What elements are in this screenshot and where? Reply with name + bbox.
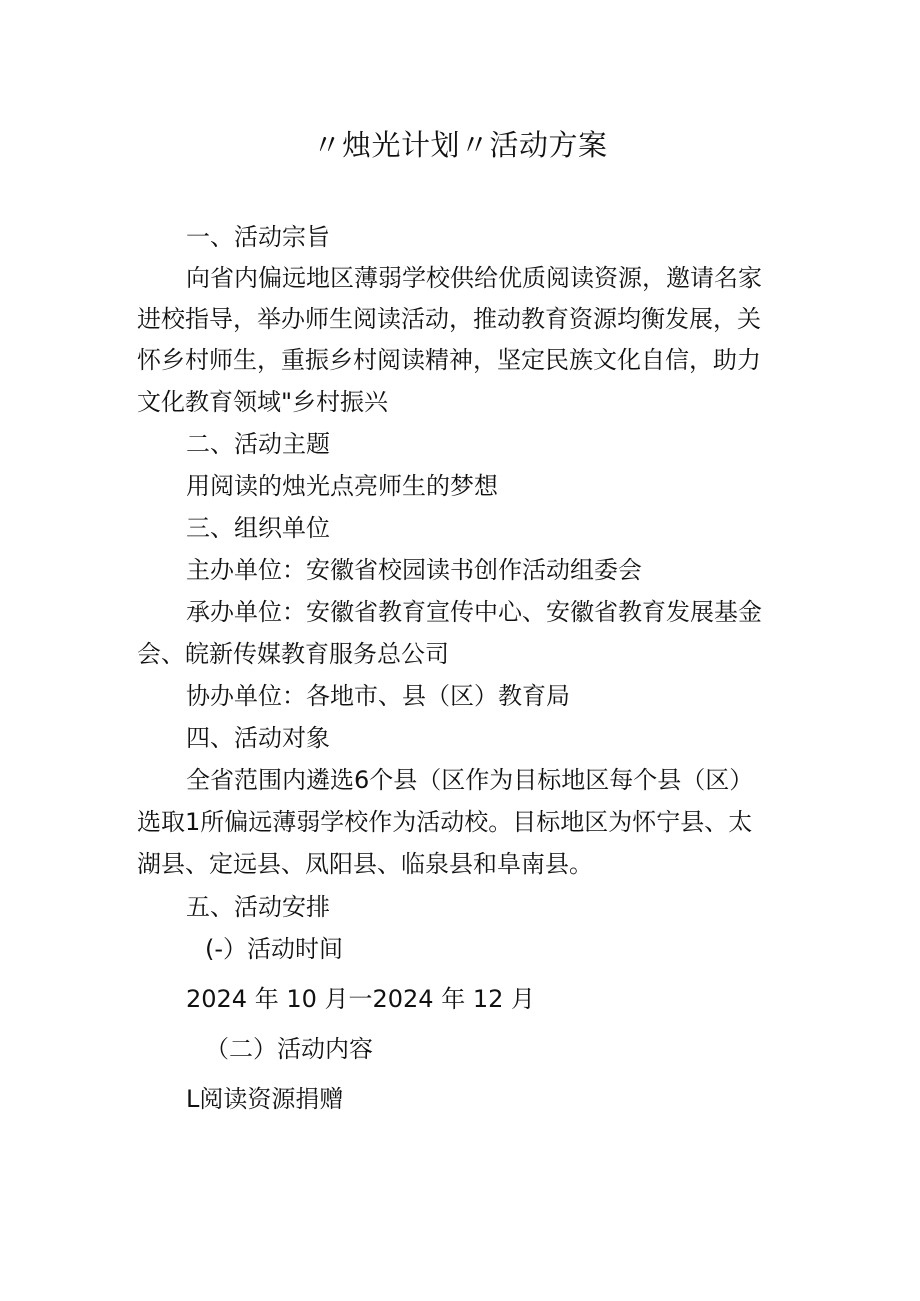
subheading-content: （二）活动内容 (205, 1035, 373, 1063)
paragraph-line: 用阅读的烛光点亮师生的梦想 (186, 472, 498, 500)
section-heading-organizers: 三、组织单位 (186, 514, 330, 542)
paragraph-line: 协办单位：各地市、县（区）教育局 (186, 682, 570, 710)
paragraph-line: 会、皖新传媒教育服务总公司 (137, 640, 449, 668)
paragraph-line: 主办单位：安徽省校园读书创作活动组委会 (186, 556, 642, 584)
section-heading-theme: 二、活动主题 (186, 430, 330, 458)
paragraph-line: 文化教育领域"乡村振兴 (137, 388, 389, 416)
paragraph-line: 怀乡村师生，重振乡村阅读精神，坚定民族文化自信，助力 (137, 346, 761, 374)
paragraph-line: 全省范围内遴选6个县（区作为目标地区每个县（区） (186, 766, 754, 794)
paragraph-line: 向省内偏远地区薄弱学校供给优质阅读资源，邀请名家 (186, 264, 762, 292)
subheading-time: (-）活动时间 (205, 935, 344, 963)
document-title: 〃烛光计划〃活动方案 (312, 128, 608, 162)
paragraph-line: L阅读资源捐赠 (186, 1085, 344, 1113)
section-heading-schedule: 五、活动安排 (186, 893, 330, 921)
paragraph-line: 2024 年 10 月一2024 年 12 月 (186, 985, 536, 1013)
section-heading-purpose: 一、活动宗旨 (186, 223, 330, 251)
paragraph-line: 承办单位：安徽省教育宣传中心、安徽省教育发展基金 (186, 598, 762, 626)
paragraph-line: 进校指导，举办师生阅读活动，推动教育资源均衡发展，关 (137, 305, 761, 333)
paragraph-line: 湖县、定远县、凤阳县、临泉县和阜南县。 (137, 850, 593, 878)
paragraph-line: 选取1所偏远薄弱学校作为活动校。目标地区为怀宁县、太 (137, 808, 753, 836)
section-heading-targets: 四、活动对象 (186, 724, 330, 752)
